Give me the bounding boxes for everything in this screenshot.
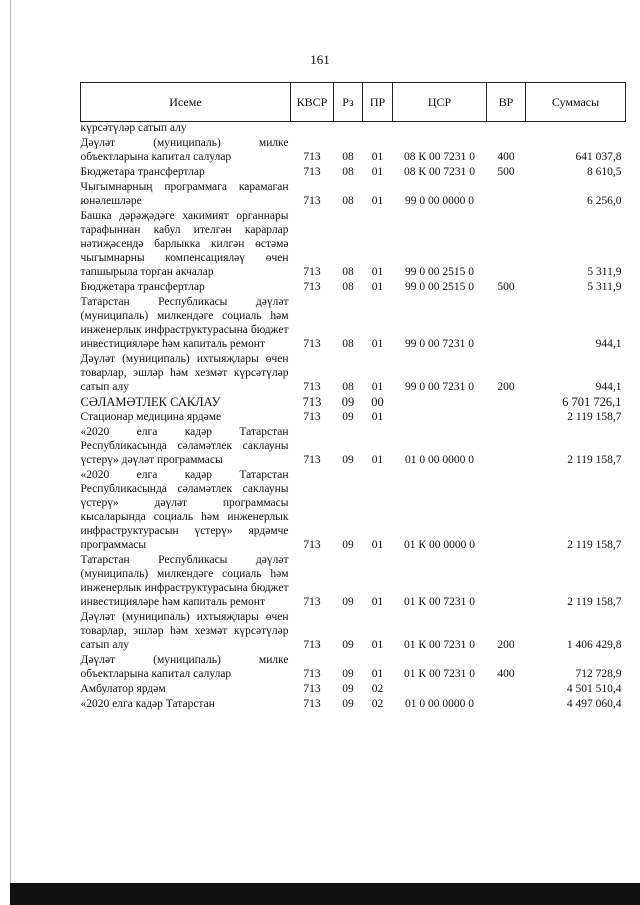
cell-csr: 01 К 00 7231 0: [404, 639, 475, 651]
cell-name: Дәүләт (муниципаль) ихтыяҗлары өчен товарлар, эшләр һәм хезмәт күрсәтүләр сатып алу: [80, 353, 289, 393]
cell-sum: 2 119 158,7: [567, 596, 622, 608]
cell-kvsr: 713: [303, 166, 321, 178]
cell-sum: 4 501 510,4: [566, 683, 622, 695]
cell-kvsr: 713: [303, 381, 321, 393]
table-row: [81, 468, 626, 553]
header-vr: ВР: [487, 83, 526, 122]
cell-rz: 08: [342, 195, 354, 207]
cell-pr: 01: [371, 411, 384, 423]
table-row: [81, 122, 626, 137]
cell-csr: [393, 395, 487, 410]
header-kvsr: КВСР: [291, 83, 334, 122]
cell-kvsr: 713: [303, 639, 321, 651]
cell-name: Татарстан Республикасы дәүләт (муниципаль) милкендәге социаль һәм инженерлык инфраструктурасына бюджет инвестицияләре һәм капиталь ремонт: [80, 296, 289, 350]
cell-vr: [487, 682, 526, 697]
cell-vr: 400: [497, 668, 515, 680]
cell-rz: 08: [342, 166, 354, 178]
table-row: [81, 180, 626, 209]
table-row: [81, 682, 626, 697]
cell-vr: 200: [497, 639, 515, 651]
cell-kvsr: 713: [303, 266, 321, 278]
cell-vr: [487, 295, 526, 352]
cell-sum: 8 610,5: [587, 166, 622, 178]
table-row: [81, 610, 626, 653]
cell-rz: 08: [342, 381, 354, 393]
cell-rz: 09: [342, 668, 354, 680]
cell-sum: 2 119 158,7: [567, 454, 622, 466]
cell-pr: 01: [371, 266, 384, 278]
cell-csr: [393, 122, 487, 137]
cell-kvsr: 713: [303, 596, 321, 608]
cell-sum: 1 406 429,8: [566, 639, 622, 651]
cell-rz: 09: [342, 596, 354, 608]
cell-vr: [487, 180, 526, 209]
cell-vr: [487, 425, 526, 468]
cell-csr: [393, 410, 487, 425]
cell-pr: 02: [371, 698, 384, 710]
cell-vr: [487, 553, 526, 610]
cell-rz: [334, 122, 363, 137]
table-row: [81, 425, 626, 468]
cell-pr: [363, 122, 393, 137]
cell-name: Дәүләт (муниципаль) ихтыяҗлары өчен товарлар, эшләр һәм хезмәт күрсәтүләр сатып алу: [80, 611, 289, 651]
table-row: [81, 165, 626, 180]
cell-name: Бюджетара трансфертлар: [80, 166, 205, 178]
cell-pr: 01: [371, 539, 384, 551]
cell-vr: 500: [497, 281, 515, 293]
table-row: [81, 395, 626, 410]
cell-kvsr: 713: [303, 281, 321, 293]
cell-csr: [393, 682, 487, 697]
table-row: [81, 410, 626, 425]
cell-pr: 01: [371, 639, 384, 651]
cell-sum: 641 037,8: [575, 151, 622, 163]
cell-sum: 2 119 158,7: [567, 539, 622, 551]
cell-pr: 01: [371, 281, 384, 293]
cell-pr: 00: [371, 395, 384, 409]
scan-bottom-bar: [10, 883, 640, 905]
cell-name: Дәүләт (муниципаль) милке объектларына капитал салулар: [80, 654, 289, 680]
header-sum: Суммасы: [526, 83, 626, 122]
cell-rz: 08: [342, 338, 354, 350]
cell-csr: 99 0 00 7231 0: [405, 381, 474, 393]
cell-sum: 944,1: [595, 338, 622, 350]
table-header: [81, 83, 626, 122]
cell-sum: 6 256,0: [587, 195, 622, 207]
cell-kvsr: 713: [303, 338, 321, 350]
cell-rz: 09: [341, 395, 355, 409]
header-csr: ЦСР: [393, 83, 487, 122]
cell-sum: 6 701 726,1: [562, 395, 622, 409]
cell-pr: 01: [371, 151, 384, 163]
cell-rz: 09: [342, 539, 354, 551]
cell-sum: 2 119 158,7: [567, 411, 622, 423]
cell-csr: 01 0 00 0000 0: [405, 454, 474, 466]
cell-name: Дәүләт (муниципаль) милке объектларына капитал салулар: [80, 137, 289, 163]
cell-vr: [487, 395, 526, 410]
table-row: [81, 653, 626, 682]
cell-csr: 01 К 00 0000 0: [404, 539, 475, 551]
cell-kvsr: 713: [303, 151, 321, 163]
cell-sum: 5 311,9: [587, 281, 622, 293]
cell-csr: 99 0 00 2515 0: [405, 266, 474, 278]
table-row: [81, 136, 626, 165]
cell-pr: 02: [371, 683, 384, 695]
header-name: Исеме: [81, 83, 291, 122]
cell-name: «2020 елга кадәр Татарстан: [80, 698, 215, 710]
cell-name: Амбулатор ярдәм: [80, 683, 166, 695]
cell-csr: 99 0 00 2515 0: [405, 281, 474, 293]
cell-sum: 944,1: [595, 381, 622, 393]
cell-pr: 01: [371, 668, 384, 680]
table-body: [81, 122, 626, 713]
cell-name: «2020 елга кадәр Татарстан Республикасында сәламәтлек саклауны үстерү» дәүләт программасы кысаларында социаль һәм инженерлык инфраструктурасын үстерү» ярдәмче программасы: [80, 469, 289, 551]
page-number: 161: [310, 52, 330, 67]
cell-pr: 01: [371, 338, 384, 350]
table-row: [81, 553, 626, 610]
cell-sum: 4 497 060,4: [566, 698, 622, 710]
cell-csr: 01 К 00 7231 0: [404, 596, 475, 608]
cell-rz: 09: [342, 454, 354, 466]
cell-vr: 200: [497, 381, 515, 393]
cell-rz: 08: [342, 266, 354, 278]
cell-sum: [526, 122, 626, 137]
table-row: [81, 697, 626, 712]
table-row: [81, 209, 626, 280]
cell-rz: 08: [342, 281, 354, 293]
table-row: [81, 295, 626, 352]
cell-vr: [487, 122, 526, 137]
cell-kvsr: [291, 122, 334, 137]
cell-kvsr: 713: [303, 698, 321, 710]
cell-vr: [487, 410, 526, 425]
cell-rz: 09: [342, 639, 354, 651]
budget-table: [80, 82, 626, 712]
cell-vr: [487, 209, 526, 280]
cell-name: «2020 елга кадәр Татарстан Республикасында сәламәтлек саклауны үстерү» дәүләт программасы: [80, 426, 289, 466]
cell-name: Чыгымнарның программага карамаган юнәлешләре: [80, 181, 289, 207]
cell-csr: 01 0 00 0000 0: [405, 698, 474, 710]
cell-vr: [487, 468, 526, 553]
cell-sum: 712 728,9: [575, 668, 622, 680]
header-rz: Рз: [334, 83, 363, 122]
cell-name: Бюджетара трансфертлар: [80, 281, 205, 293]
cell-csr: 08 К 00 7231 0: [404, 151, 475, 163]
cell-rz: 08: [342, 151, 354, 163]
cell-pr: 01: [371, 166, 384, 178]
cell-kvsr: 713: [303, 683, 321, 695]
cell-csr: 01 К 00 7231 0: [404, 668, 475, 680]
cell-kvsr: 713: [303, 411, 321, 423]
cell-rz: 09: [342, 683, 354, 695]
cell-name: Стационар медицина ярдәме: [80, 411, 222, 423]
cell-pr: 01: [371, 596, 384, 608]
cell-name: СӘЛАМӘТЛЕК САКЛАУ: [80, 395, 221, 409]
cell-name: Татарстан Республикасы дәүләт (муниципаль) милкендәге социаль һәм инженерлык инфраструктурасына бюджет инвестицияләре һәм капиталь ремонт: [80, 554, 289, 608]
cell-rz: 09: [342, 411, 354, 423]
cell-kvsr: 713: [303, 195, 321, 207]
cell-vr: [487, 697, 526, 712]
cell-name: Башка дәрәҗәдәге хакимият органнары тарафыннан кабул ителгән карарлар нәтиҗәсендә барлыкка килгән өстәмә чыгымнарны компенсацияләү өчен тапшырыла торган акчалар: [80, 210, 289, 278]
cell-vr: 500: [497, 166, 515, 178]
cell-pr: 01: [371, 381, 384, 393]
cell-kvsr: 713: [303, 539, 321, 551]
cell-sum: 5 311,9: [587, 266, 622, 278]
cell-pr: 01: [371, 195, 384, 207]
table-row: [81, 352, 626, 395]
cell-vr: 400: [497, 151, 515, 163]
cell-kvsr: 713: [302, 395, 322, 409]
table-row: [81, 280, 626, 295]
cell-name: күрсәтүләр сатып алу: [80, 122, 187, 134]
scan-edge: [10, 0, 11, 905]
cell-csr: 99 0 00 7231 0: [405, 338, 474, 350]
cell-kvsr: 713: [303, 454, 321, 466]
cell-csr: 08 К 00 7231 0: [404, 166, 475, 178]
header-pr: ПР: [363, 83, 393, 122]
cell-kvsr: 713: [303, 668, 321, 680]
cell-rz: 09: [342, 698, 354, 710]
cell-csr: 99 0 00 0000 0: [405, 195, 474, 207]
cell-pr: 01: [371, 454, 384, 466]
